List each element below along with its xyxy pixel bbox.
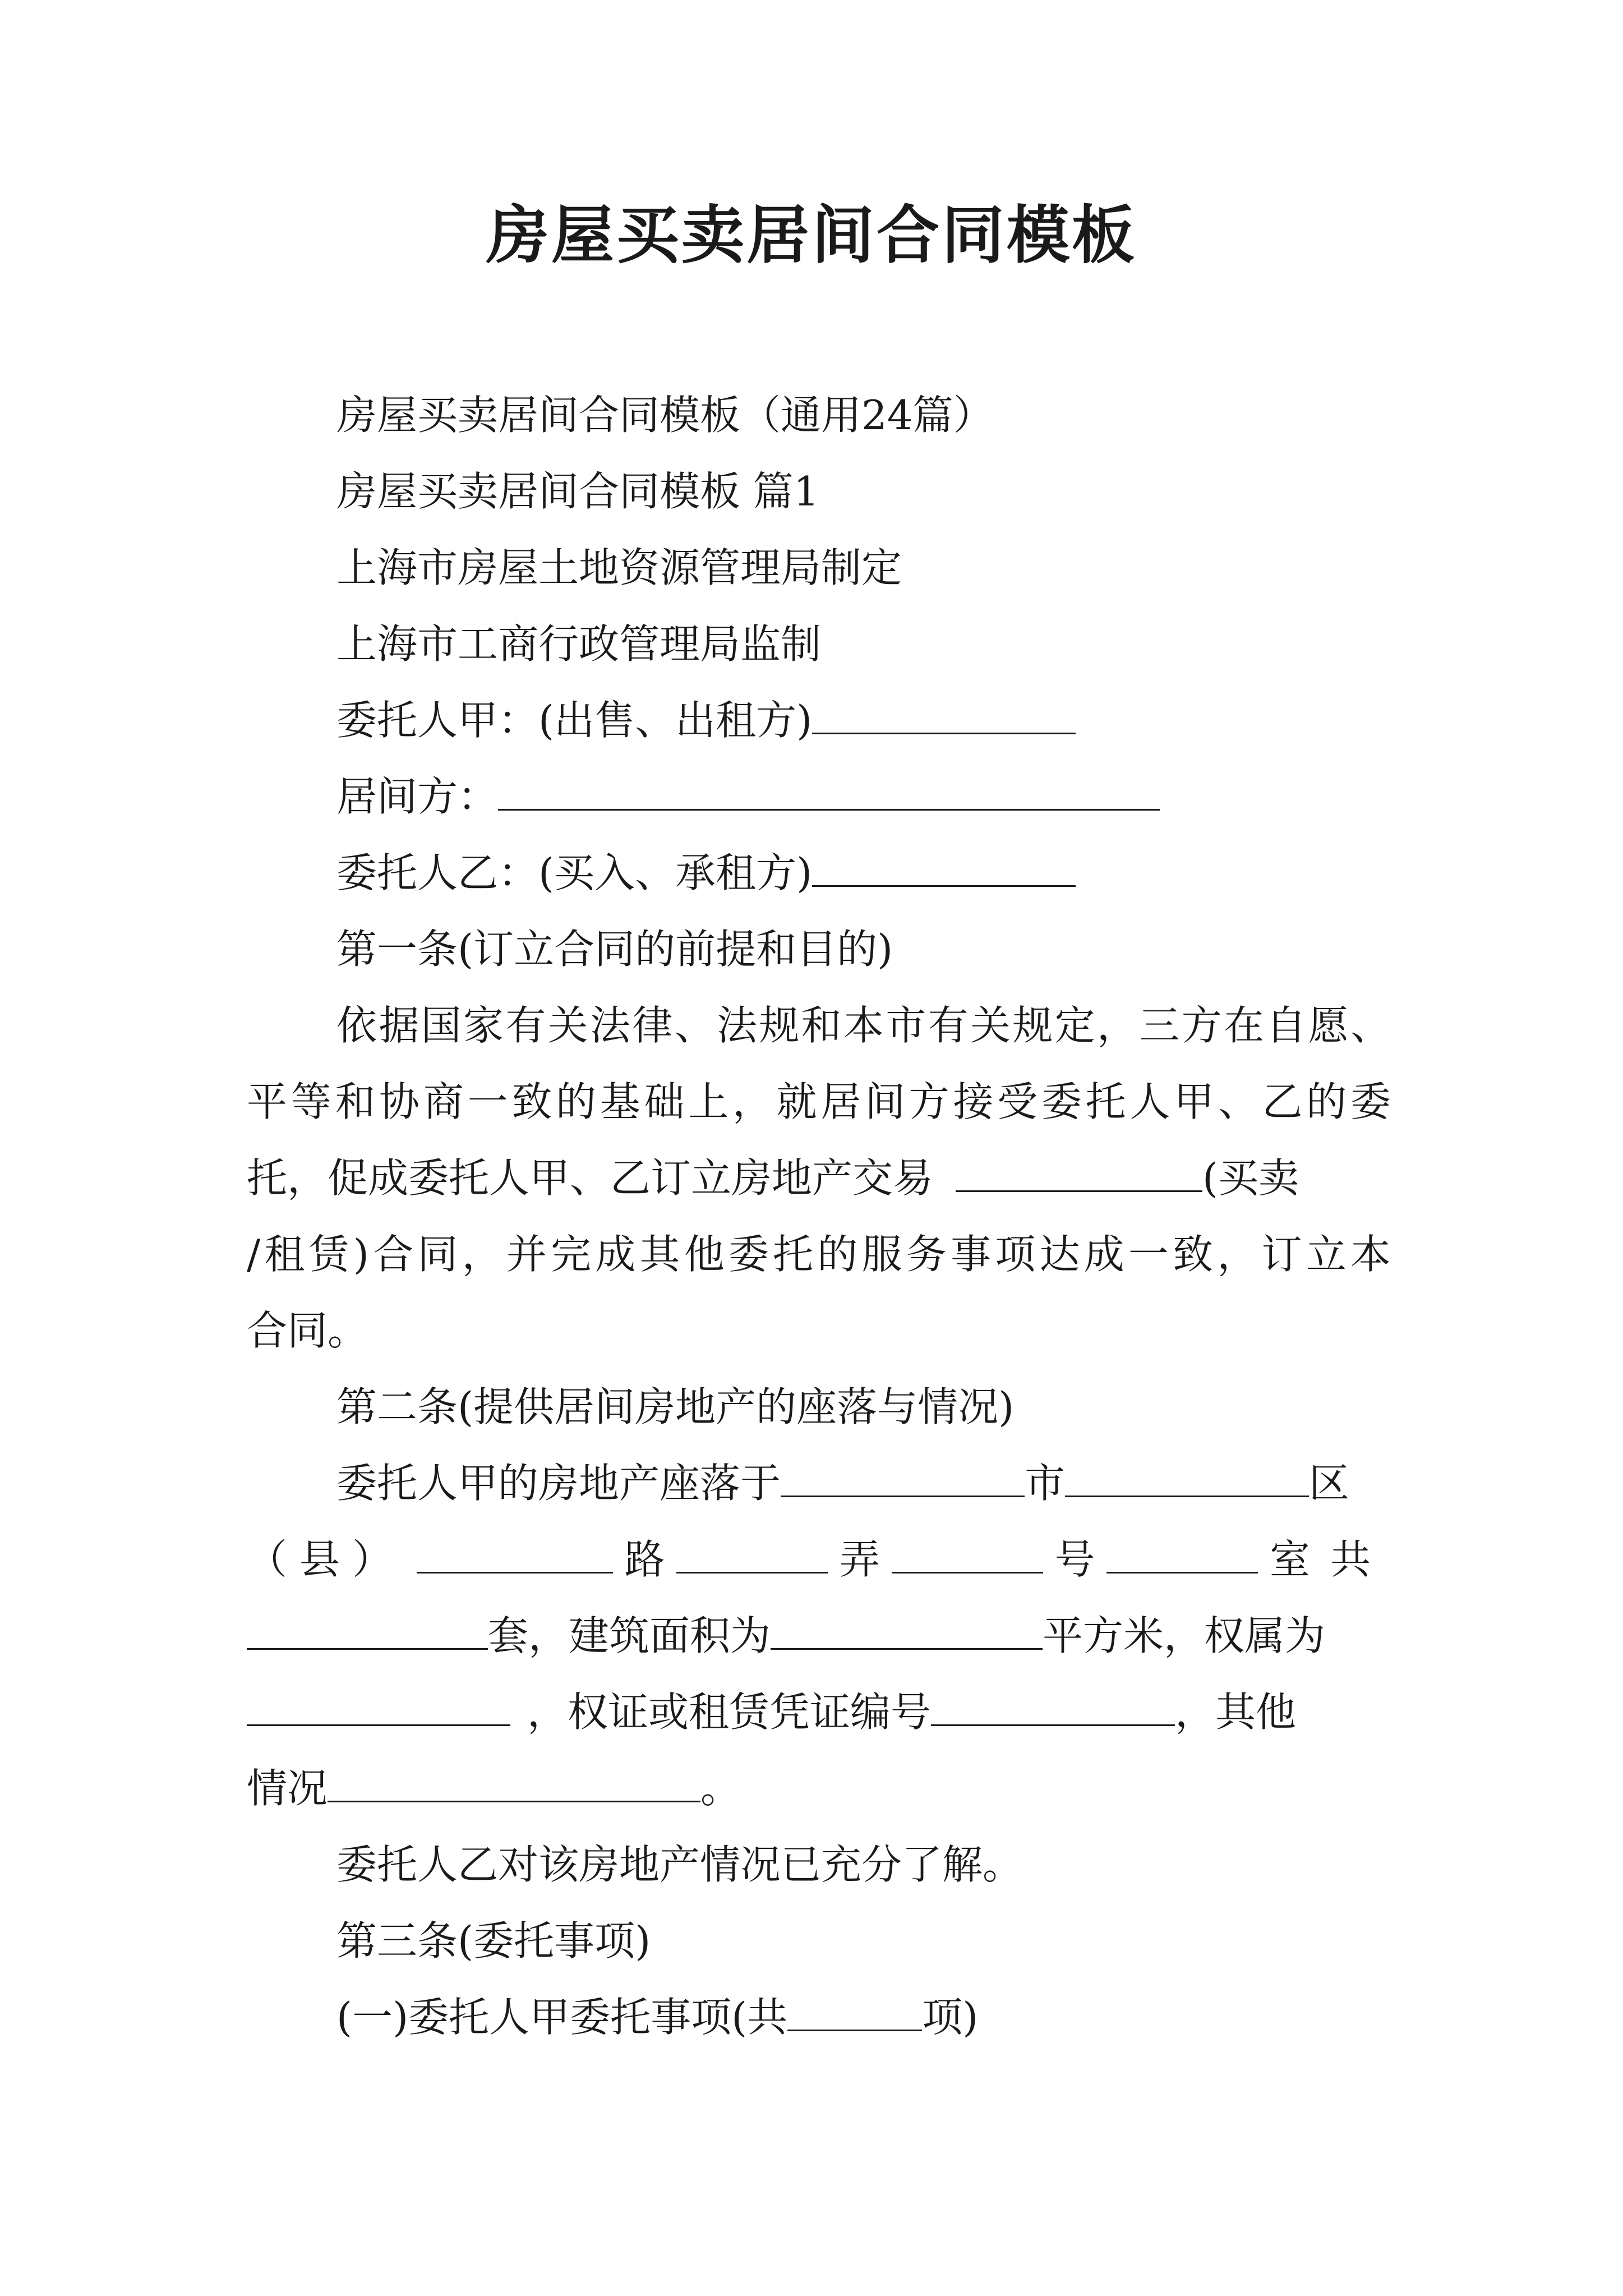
location-text: 市 [1025,1460,1066,1507]
ownership-line [247,1684,1391,1740]
paragraph-line: 平等和协商一致的基础上，就居间方接受委托人甲、乙的委 [247,1078,1391,1125]
city-blank [781,1456,1025,1497]
area-text: 平方米，权属为 [1043,1612,1326,1659]
address-line [247,1531,1391,1588]
article-2-heading: 第二条(提供居间房地产的座落与情况) [336,1383,1015,1430]
lane-blank [892,1533,1043,1573]
paragraph-text: (买卖 [1202,1154,1299,1202]
other-info-text: 。 [700,1765,741,1812]
delegation-text: (一)委托人甲委托事项(共 [336,1994,788,2041]
party-a-blank [812,693,1076,734]
location-line [336,1455,1391,1511]
other-info-text: 情况 [247,1765,328,1812]
article-3-heading: 第三条(委托事项) [336,1917,651,1964]
number-blank [1106,1533,1258,1573]
location-text: 委托人甲的房地产座落于 [336,1460,781,1507]
party-a-line [336,692,1391,748]
paragraph-line: /租赁)合同，并完成其他委托的服务事项达成一致，订立本 [247,1231,1391,1278]
paragraph-line: 合同。 [247,1307,368,1354]
intermediary-line [336,769,1391,825]
intermediary-label: 居间方： [336,773,499,820]
paragraph-line: 依据国家有关法律、法规和本市有关规定，三方在自愿、 [336,1002,1391,1049]
county-blank [417,1533,613,1573]
section-heading: 房屋买卖居间合同模板 篇1 [336,468,819,515]
other-info-blank [328,1761,700,1802]
issuer-line: 上海市房屋土地资源管理局制定 [336,544,902,591]
area-line [247,1608,1391,1664]
address-text: （县） [247,1536,405,1583]
ownership-text: ，其他 [1175,1688,1297,1736]
transaction-type-blank [956,1151,1202,1192]
road-blank [676,1533,828,1573]
paragraph-line: 委托人乙对该房地产情况已充分了解。 [336,1841,1023,1888]
certificate-number-blank [931,1685,1175,1726]
address-text: 弄 [839,1536,880,1583]
delegation-text: 项) [922,1994,979,2041]
paragraph-text: 托，促成委托人甲、乙订立房地产交易 [247,1154,934,1202]
document-title: 房屋买卖居间合同模板 [486,199,1137,272]
address-text: 室共 [1269,1536,1391,1583]
address-text: 路 [624,1536,665,1583]
article-1-heading: 第一条(订立合同的前提和目的) [336,926,893,973]
units-blank [247,1609,488,1650]
item-count-blank [787,1990,922,2031]
party-b-line [336,845,1391,901]
party-b-blank [812,846,1076,887]
delegation-line [336,1989,1391,2045]
document-subtitle: 房屋买卖居间合同模板（通用24篇） [336,392,994,439]
address-text: 号 [1054,1536,1095,1583]
intermediary-blank [498,770,1160,811]
paragraph-line [247,1150,1391,1206]
supervisor-line: 上海市工商行政管理局监制 [336,620,822,668]
party-b-label: 委托人乙：(买入、承租方) [336,849,813,896]
ownership-text: ，权证或租赁凭证编号 [527,1688,932,1736]
location-text: 区 [1309,1460,1350,1507]
area-text: 套，建筑面积为 [488,1612,771,1659]
other-info-line [247,1760,1391,1816]
floor-area-blank [771,1609,1043,1650]
district-blank [1065,1456,1309,1497]
party-a-label: 委托人甲：(出售、出租方) [336,697,813,744]
ownership-blank [247,1685,510,1726]
